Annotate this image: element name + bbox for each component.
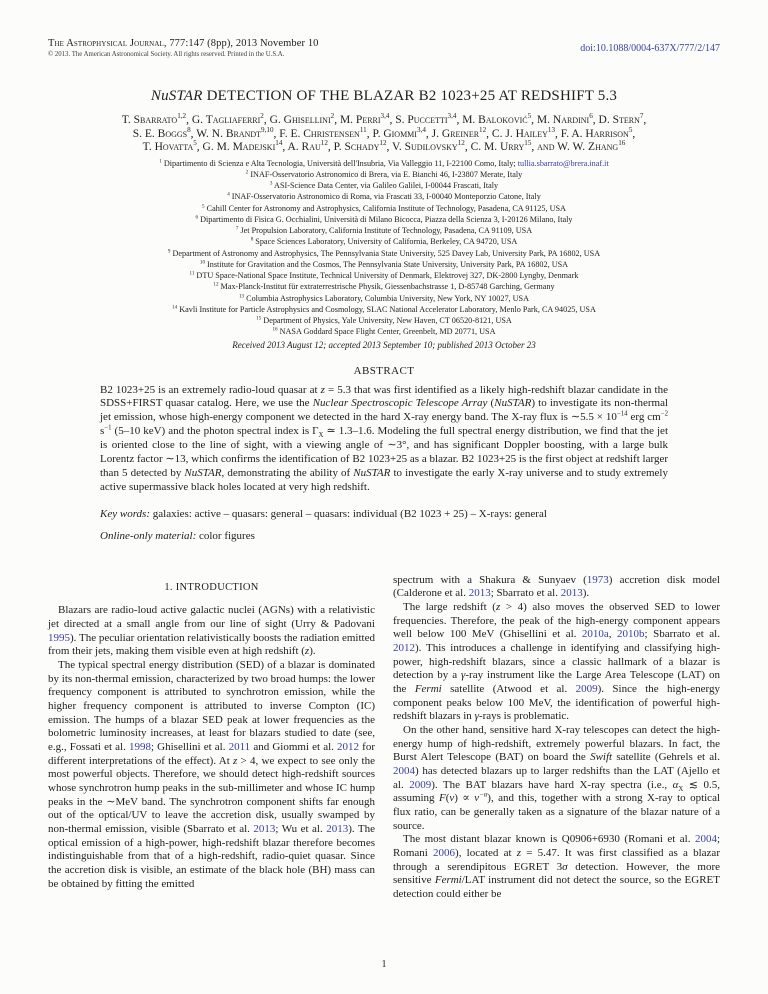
text-run: , G. Tagliaferri (186, 114, 261, 126)
text-run: z (304, 645, 310, 658)
text-run: ( (487, 397, 495, 410)
reference-link[interactable]: 2006 (433, 846, 456, 859)
text-run: Fermi (414, 683, 442, 695)
abstract-heading: ABSTRACT (353, 364, 415, 377)
text-run: ; Sbarrato et al. (644, 628, 720, 641)
text-run: Nuclear Spectroscopic Telescope Array (312, 397, 488, 410)
text-run: , G. M. Madejski (196, 141, 276, 153)
text-run: , and W. W. Zhang (531, 141, 619, 153)
intro-paragraph (393, 724, 720, 833)
text-run: 12 (479, 125, 487, 134)
received-dates: Received 2013 August 12; accepted 2013 September 10; published 2013 October 23 (232, 339, 536, 350)
text-run: γ (474, 710, 479, 723)
affiliation-line (48, 191, 720, 202)
text-run: B2 1023+25 is an extremely radio-loud quasar at (100, 383, 321, 396)
text-run: NASA Goddard Space Flight Center, Greenbelt, MD 20771, USA (277, 327, 496, 337)
text-run: Blazars are radio-loud active galactic nuclei (AGNs) with a relativistic jet directed at a small angle from our line of sight (Urry & Padovani (48, 604, 375, 631)
reference-link[interactable]: 2012 (393, 642, 415, 655)
text-run: , W. N. Brandt (190, 127, 262, 140)
text-run: ). The optical emission of a high-power, high-redshift blazar therefore becomes indistinguishable from that of a high-redshift, radio-quiet quasar. Since the accretion disk is visible, an estimate of the black hole (BH) mass can be obtained by fitting the emitted (48, 822, 375, 890)
text-run: 16 (272, 326, 278, 333)
text-run: 7 (639, 112, 644, 121)
text-run: The Astrophysical Journal (48, 38, 164, 49)
reference-link[interactable]: 2010a (581, 628, 609, 641)
affiliation-line (48, 169, 720, 180)
reference-link[interactable]: 2013 (326, 822, 349, 835)
reference-link[interactable]: 2010b (617, 628, 645, 641)
text-run: 11 (359, 125, 367, 134)
text-run: , A. Rau (282, 141, 321, 153)
article-title (48, 88, 720, 105)
text-run: = 5.47. It was first classified as a blazar through a serendipitous EGRET 3 (393, 846, 720, 873)
affiliation-line (48, 326, 720, 337)
text-run: z (495, 601, 501, 614)
affiliation-line (48, 236, 720, 247)
text-run: > 4) also moves the observed SED to lower frequencies. Therefore, the peak of the high-energy component appears well below 100 MeV (Ghisellini et al. (393, 601, 720, 641)
text-run: −2 (660, 410, 668, 418)
text-run: ) has detected blazars up to larger redshifts than the LAT (Ajello et al. (393, 764, 720, 791)
text-run: ). The BAT blazars have hard X-ray spectra (i.e., (431, 778, 673, 791)
text-run: to investigate the early X-ray universe and to study extremely active supermassive black holes located at very high redshift. (100, 466, 668, 493)
text-run: F (438, 792, 446, 805)
text-run: ) accretion disk model (Calderone et al. (393, 573, 720, 600)
page-number: 1 (381, 959, 387, 970)
text-run: 9 (167, 247, 171, 254)
text-run: 4 (227, 191, 230, 198)
text-run: , S. Puccetti (389, 114, 448, 126)
affiliation-line (48, 225, 720, 236)
text-run: INAF-Osservatorio Astronomico di Brera, via E. Bianchi 46, I-23807 Merate, Italy (248, 169, 523, 179)
text-run: 12 (213, 281, 219, 288)
intro-paragraph (48, 659, 375, 891)
affiliation-line (48, 158, 720, 169)
text-run: Dipartimento di Scienza e Alta Tecnologia, Università dell'Insubria, Via Valleggio 11, I-22100 Como, Italy; (161, 158, 518, 168)
text-run: z (233, 754, 238, 767)
text-run: , 777:147 (8pp), 2013 November 10 (163, 38, 319, 49)
author-line (48, 114, 720, 128)
copyright-notice: © 2013. The American Astronomical Society. All rights reserved. Printed in the U.S.A. (48, 51, 285, 58)
text-run: Space Sciences Laboratory, University of California, Berkeley, CA 94720, USA (253, 237, 518, 247)
text-run: 3,4 (416, 125, 426, 134)
text-run: ) ∝ (454, 792, 475, 805)
text-run: , M. Nardini (531, 114, 590, 126)
text-run: DTU Space-National Space Institute, Technical University of Denmark, Elektrovej 327, DK-2800 Lyngby, Denmark (194, 271, 579, 280)
text-run: 5 (527, 112, 532, 121)
reference-link[interactable]: 2004 (393, 764, 415, 777)
text-run: 5 (202, 202, 205, 209)
affiliation-line (48, 180, 720, 191)
text-run: 12 (379, 139, 387, 148)
reference-link[interactable]: tullia.sbarrato@brera.inaf.it (517, 158, 609, 168)
affiliation-line (48, 304, 720, 315)
text-run: NuSTAR (184, 466, 222, 479)
affiliation-line (48, 281, 720, 292)
reference-link[interactable]: 1998 (128, 740, 151, 753)
reference-link[interactable]: 2013 (560, 587, 583, 600)
text-run: , (608, 628, 618, 641)
text-run: , P. Schady (327, 141, 380, 153)
header-left (48, 38, 319, 58)
text-run: ν (449, 792, 455, 805)
text-run: NuSTAR (494, 397, 532, 410)
text-run: Online-only material: (100, 530, 197, 543)
text-run: 3 (269, 180, 273, 187)
text-run: -ray instrument like the Large Area Telescope (LAT) on the (393, 669, 720, 695)
affiliation-line (48, 214, 720, 225)
text-run: 1 (159, 157, 162, 164)
text-run: Cahill Center for Astronomy and Astrophysics, California Institute of Technology, Pasadena, CA 91125, USA (204, 203, 566, 213)
text-run: Department of Astronomy and Astrophysics, The Pennsylvania State University, 525 Davey Lab, University Park, PA 16802, USA (170, 248, 601, 258)
text-run: γ (461, 669, 466, 682)
text-run: , (632, 127, 636, 140)
intro-paragraph (393, 601, 720, 724)
text-run: ) to investigate its non-thermal jet emission, whose high-energy component we detected in the hard X-ray energy band. The X-ray flux is ∼5.5 × 10 (100, 397, 669, 424)
text-run: The typical spectral energy distribution (SED) of a blazar is dominated by its non-thermal emission, characterized by two broad humps: the lower frequency component is attributed to synchrotron emission, while the higher frequency component is attributed to inverse Compton (IC) emission. The humps of a blazar SED peak at lower frequencies as the bolometric luminosity increases, at least for blazars studied to date (see, e.g., Fossati et al. (48, 659, 375, 753)
text-run: 2 (245, 169, 249, 176)
text-run: = 5.3 that was first identified as a likely high-redshift blazar candidate in the SDSS+FIRST quasar catalog. Here, we use the (100, 383, 668, 410)
text-run: 13 (547, 125, 555, 134)
reference-link[interactable]: 2009 (409, 778, 432, 791)
reference-link[interactable]: 2004 (694, 833, 717, 846)
reference-link[interactable]: 2013 (468, 587, 491, 600)
text-run: 14 (275, 139, 283, 148)
text-run: 15 (524, 139, 532, 148)
text-run: NuSTAR (150, 88, 203, 104)
text-run: 7 (235, 225, 239, 232)
text-run: ≃ 1.3–1.6. Modeling the full spectral energy distribution, we find that the jet is oriented close to the line of sight, with a viewing angle of ∼3°, and has significant Doppler boosting, with a large bulk Lorentz factor ∼13, which confirms the identification of B2 1023+25 as a blazar. B2 1023+25 is the first object at redshift larger than 5 detected by (100, 425, 668, 479)
text-run: ν (474, 792, 480, 805)
text-run: and Giommi et al. (250, 740, 338, 753)
reference-link[interactable]: 1973 (586, 573, 609, 586)
text-run: spectrum with a Shakura & Sunyaev ( (393, 573, 587, 586)
affiliation-line (48, 248, 720, 259)
text-run: 6 (589, 112, 593, 121)
text-run: , V. Sudilovsky (386, 141, 458, 153)
right-column (393, 574, 720, 902)
text-run: σ (562, 860, 568, 873)
affiliation-line (48, 315, 720, 326)
intro-paragraph (393, 574, 720, 601)
text-run: ). This introduces a challenge in identifying and classifying high-power, high-redshift blazars, since a classic hallmark of a blazar is detection by a (393, 642, 720, 682)
text-run: ; Romani (393, 833, 720, 859)
text-run: On the other hand, sensitive hard X-ray telescopes can detect the high-energy hump of high-redshift, extremely powerful blazars. In fact, the Burst Alert Telescope (BAT) on board the (393, 723, 720, 764)
page-header (48, 38, 720, 58)
affiliation-list (48, 158, 720, 338)
online-material-line (100, 530, 668, 544)
text-run: ). (309, 645, 316, 658)
text-run: 6 (195, 214, 199, 221)
text-run: DETECTION OF THE BLAZAR B2 1023+25 AT REDSHIFT 5.3 (202, 88, 618, 104)
left-column (48, 574, 375, 902)
text-run: , (643, 114, 647, 126)
text-run: Key words: (100, 507, 151, 520)
text-run: Max-Planck-Institut für extraterrestrische Physik, Giessenbachstrasse 1, D-85748 Garching, Germany (218, 282, 555, 292)
text-run: -rays is problematic. (478, 710, 570, 723)
text-run: erg cm (627, 411, 661, 424)
text-run: , D. Stern (592, 114, 640, 126)
author-line (48, 141, 720, 155)
text-run: Institute for Gravitation and the Cosmos, The Pennsylvania State University, University Park, PA 16802, USA (204, 259, 569, 269)
text-run: INAF-Osservatorio Astronomico di Roma, via Frascati 33, I-00040 Monteporzio Catone, Italy (229, 192, 541, 202)
text-run: −1 (104, 424, 112, 432)
text-run: > 4, we expect to see only the most powerful objects. Therefore, we should detect high-redshift sources whose synchrotron hump peaks in the sub-millimeter and whose IC hump peaks in the ∼MeV band. The synchrotron component shifts far enough out of the optical/UV to leave the accretion disk, usually swamped by non-thermal emission, visible (Sbarrato et al. (48, 754, 375, 835)
text-run: (5–10 keV) and the photon spectral index is Γ (111, 425, 319, 438)
text-run: , M. Baloković (456, 114, 528, 126)
text-run: 3,4 (447, 112, 457, 121)
text-run: ; Wu et al. (275, 822, 327, 835)
text-run: 8 (250, 236, 254, 243)
intro-paragraph (48, 604, 375, 659)
text-run: 14 (172, 304, 178, 311)
journal-citation (48, 38, 319, 49)
text-run: for different interpretations of the effect). At (48, 740, 376, 767)
text-run: 5 (628, 125, 633, 134)
text-run: ). Since the high-energy component peaks below 100 MeV, the identification of powerful high-redshift blazars in (393, 683, 720, 723)
text-run: detection. However, the more sensitive (393, 860, 721, 887)
intro-paragraph (393, 833, 720, 901)
affiliation-line (48, 259, 720, 270)
text-run: ; Ghisellini et al. (150, 740, 229, 753)
text-run: ( (445, 792, 450, 805)
section-heading-introduction: 1. INTRODUCTION (164, 581, 259, 593)
text-run: Jet Propulsion Laboratory, California Institute of Technology, Pasadena, CA 91109, USA (238, 226, 533, 235)
reference-link[interactable]: 2009 (575, 683, 598, 695)
text-run: 2 (260, 112, 264, 121)
text-run: , J. Greiner (425, 127, 480, 140)
text-run: 3,4 (380, 112, 390, 121)
text-run: Department of Physics, Yale University, New Haven, CT 06520-8121, USA (261, 316, 512, 325)
text-run: The large redshift ( (403, 601, 496, 614)
text-run: , M. Perri (334, 114, 381, 126)
text-run: 2 (330, 112, 335, 121)
abstract-text (100, 384, 668, 495)
text-run: , C. J. Hailey (486, 127, 548, 140)
text-run: s (100, 425, 105, 438)
text-run: X (678, 785, 684, 793)
text-run: ), located at (455, 846, 517, 859)
text-run: 15 (256, 315, 262, 322)
text-run: Columbia Astrophysics Laboratory, Columbia University, New York, NY 10027, USA (244, 293, 530, 303)
affiliation-line (48, 293, 720, 304)
text-run: 1,2 (177, 112, 187, 121)
text-run: , F. A. Harrison (555, 127, 629, 140)
reference-link[interactable]: 2012 (337, 740, 360, 753)
text-run: , P. Giommi (366, 127, 417, 140)
text-run: T. Hovatta (142, 141, 194, 153)
text-run: α (672, 778, 679, 791)
text-run: ), and this, together with a strong X-ray to optical flux ratio, can be generally taken as a signature of the blazar nature of a source. (393, 792, 721, 832)
author-list (48, 114, 720, 155)
text-run: galaxies: active – quasars: general – quasars: individual (B2 1023 + 25) – X-rays: general (150, 507, 547, 520)
text-run: Fermi (434, 874, 462, 887)
two-column-body (48, 574, 720, 902)
affiliation-line (48, 270, 720, 281)
text-run: color figures (196, 530, 255, 543)
text-run: NuSTAR (353, 466, 391, 479)
doi-link[interactable]: doi:10.1088/0004-637X/777/2/147 (580, 43, 720, 54)
text-run: , demonstrating the ability of (221, 466, 354, 479)
text-run: , G. Ghisellini (263, 114, 331, 126)
header-right (580, 38, 720, 56)
text-run: 5 (193, 139, 197, 148)
text-run: 16 (618, 139, 626, 148)
text-run: The most distant blazar known is Q0906+6930 (Romani et al. (403, 833, 695, 846)
affiliation-line (48, 203, 720, 214)
text-run: , C. M. Urry (464, 141, 525, 153)
text-run: satellite (Atwood et al. (441, 683, 576, 695)
text-run: X (318, 432, 324, 440)
text-run: 9,10 (261, 125, 274, 134)
text-run: Swift (590, 751, 613, 764)
text-run: satellite (Gehrels et al. (612, 751, 720, 764)
text-run: T. Sbarrato (121, 114, 178, 126)
text-run: 12 (320, 139, 328, 148)
text-run: Kavli Institute for Particle Astrophysics and Cosmology, SLAC National Accelerator Laboratory, Menlo Park, CA 94025, USA (177, 304, 596, 314)
reference-link[interactable]: 1995 (48, 631, 70, 644)
text-run: S. E. Boggs (132, 127, 188, 140)
text-run: ; Sbarrato et al. (490, 587, 561, 600)
text-run: ≲ 0.5, assuming (393, 778, 720, 805)
text-run: 11 (189, 270, 195, 277)
keywords-line (100, 508, 668, 522)
text-run: z (320, 383, 325, 396)
text-run: −α (479, 791, 488, 799)
text-run: 10 (199, 259, 205, 266)
text-run: ). The peculiar orientation relativistically boosts the radiation emitted from their jets, making them visible even at high redshift ( (48, 631, 375, 658)
text-run: /LAT instrument did not detect the source, so the EGRET detection could either be (393, 874, 720, 900)
text-run: , F. E. Christensen (273, 127, 360, 140)
text-run: ASI-Science Data Center, via Galileo Galilei, I-00044 Frascati, Italy (272, 181, 499, 190)
text-run: Dipartimento di Fisica G. Occhialini, Università di Milano Bicocca, Piazza della Scienza 3, I-20126 Milano, Italy (198, 214, 573, 224)
text-run: z (516, 846, 522, 859)
text-run: 13 (238, 292, 245, 299)
text-run: ). (582, 587, 590, 600)
reference-link[interactable]: 2011 (228, 740, 251, 753)
reference-link[interactable]: 2013 (253, 822, 276, 835)
text-run: −14 (616, 410, 628, 418)
text-run: 12 (457, 139, 465, 148)
text-run: 8 (187, 125, 191, 134)
